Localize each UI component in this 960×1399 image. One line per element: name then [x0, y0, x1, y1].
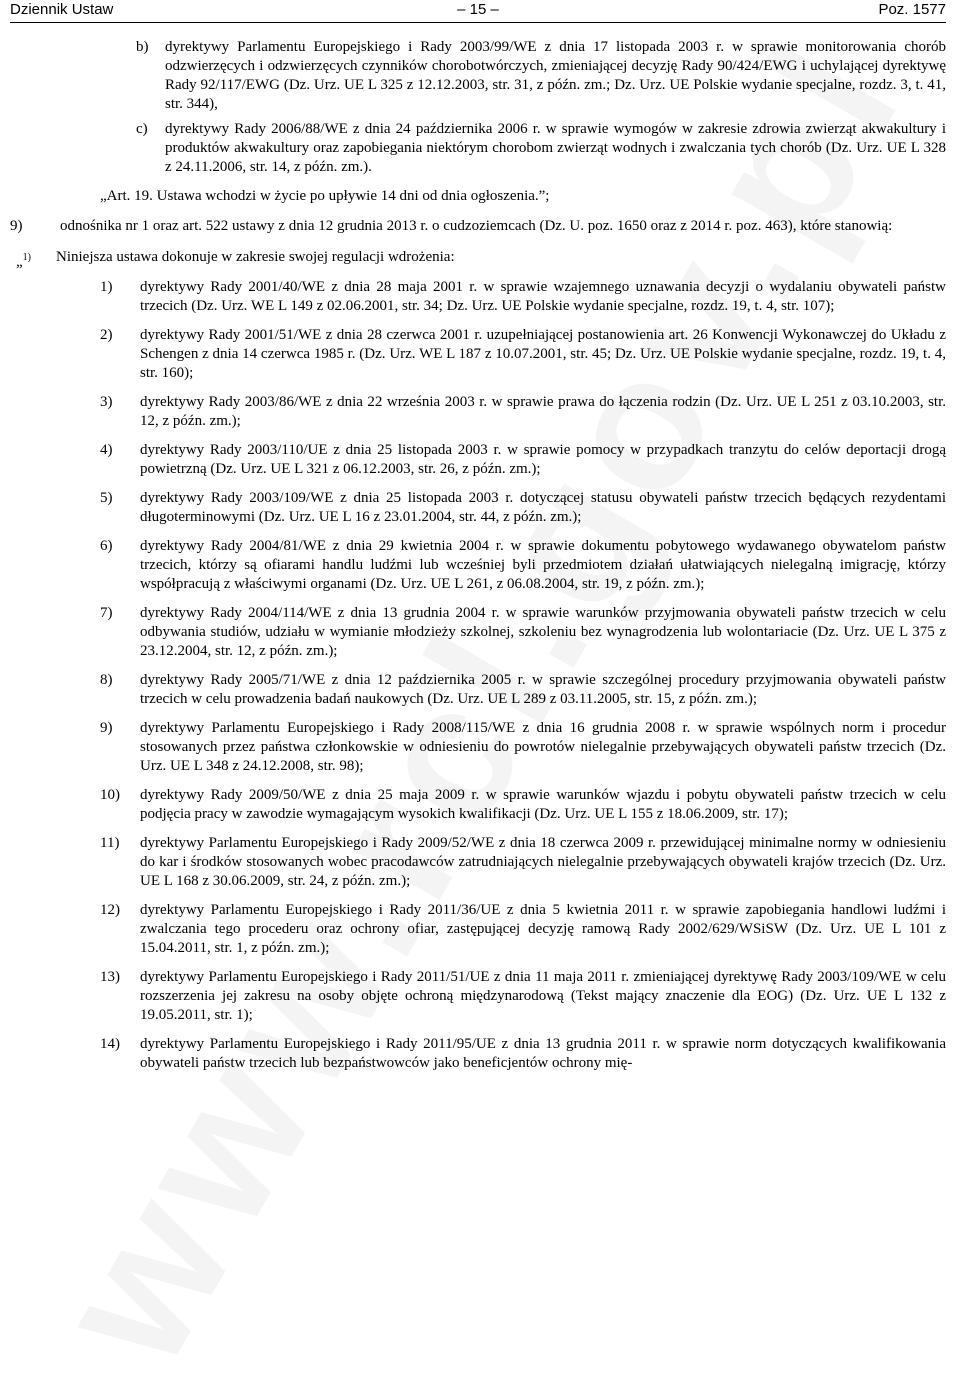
item-text: dyrektywy Rady 2009/50/WE z dnia 25 maja 2009 r. w sprawie warunków wjazdu i pobytu obywateli państw trzecich w celu podjęcia pracy w zawodzie wymagającym wysokich kwalifikacji (Dz. Urz. UE L 155 z 18.06.2009, str. 17);	[140, 787, 946, 822]
quoted-item-c	[10, 120, 946, 177]
list-item	[10, 901, 946, 958]
item-text: dyrektywy Rady 2004/81/WE z dnia 29 kwietnia 2004 r. w sprawie dokumentu pobytowego wydawanego obywatelom państw trzecich, którzy są ofiarami handlu ludźmi lub wcześniej byli przedmiotem działań ułatwiających nielegalną imigrację, którzy współpracują z właściwymi organami (Dz. Urz. UE L 261, z 06.08.2004, str. 19, z późn. zm.);	[140, 538, 946, 592]
item-marker: 2)	[100, 327, 113, 343]
footnote-intro	[16, 248, 946, 270]
footnote-ref: 1)	[22, 252, 32, 263]
item-marker: 1)	[100, 279, 113, 295]
list-item	[10, 537, 946, 594]
document-body	[10, 38, 946, 1083]
item-marker: 13)	[100, 969, 120, 985]
item-text: dyrektywy Parlamentu Europejskiego i Rady 2009/52/WE z dnia 18 czerwca 2009 r. przewidującej minimalne normy w odniesieniu do kar i środków stosowanych wobec pracodawców zatrudniających nielegalnie przebywających obywateli krajów trzecich (Dz. Urz. UE L 168 z 30.06.2009, str. 24, z późn. zm.);	[140, 835, 946, 889]
point-9	[10, 217, 946, 236]
item-text: dyrektywy Parlamentu Europejskiego i Rady 2008/115/WE z dnia 16 grudnia 2008 r. w sprawie wspólnych norm i procedur stosowanych przez państwa członkowskie w odniesieniu do powrotów nielegalnie przebywających obywateli państw trzecich (Dz. Urz. UE L 348 z 24.12.2008, str. 98);	[140, 720, 946, 774]
list-item	[10, 786, 946, 824]
item-text: dyrektywy Rady 2004/114/WE z dnia 13 grudnia 2004 r. w sprawie warunków przyjmowania obywateli państw trzecich w celu odbywania studiów, udziału w wymianie młodzieży szkolnej, szkoleniu bez wynagrodzenia lub wolontariacie (Dz. Urz. UE L 375 z 23.12.2004, str. 12, z późn. zm.);	[140, 605, 946, 659]
intro-text: Niniejsza ustawa dokonuje w zakresie swojej regulacji wdrożenia:	[56, 249, 455, 265]
item-marker: 4)	[100, 442, 113, 458]
list-item	[10, 489, 946, 527]
article-19: „Art. 19. Ustawa wchodzi w życie po upływie 14 dni od dnia ogłoszenia.”;	[100, 188, 550, 204]
list-item	[10, 278, 946, 316]
item-text: dyrektywy Rady 2006/88/WE z dnia 24 października 2006 r. w sprawie wymogów w zakresie zdrowia zwierząt akwakultury i produktów akwakultury oraz zapobiegania niektórym chorobom zwierząt wodnych i zwalczania tych chorób (Dz. Urz. UE L 328 z 24.11.2006, str. 14, z późn. zm.).	[165, 121, 946, 175]
footnote-quote	[16, 248, 31, 272]
list-item	[10, 604, 946, 661]
item-text: dyrektywy Rady 2001/51/WE z dnia 28 czerwca 2001 r. uzupełniającej postanowienia art. 26 Konwencji Wykonawczej do Układu z Schengen z dnia 14 czerwca 1985 r. (Dz. Urz. WE L 187 z 10.07.2001, str. 45; Dz. Urz. UE Polskie wydanie specjalne, rozdz. 19, t. 4, str. 160);	[140, 327, 946, 381]
item-text: dyrektywy Rady 2003/110/UE z dnia 25 listopada 2003 r. w sprawie pomocy w przypadkach tranzytu do celów deportacji drogą powietrzną (Dz. Urz. UE L 321 z 06.12.2003, str. 26, z późn. zm.);	[140, 442, 946, 477]
list-item	[10, 834, 946, 891]
item-text: dyrektywy Parlamentu Europejskiego i Rady 2011/95/UE z dnia 13 grudnia 2011 r. w sprawie norm dotyczących kwalifikowania obywateli państw trzecich lub bezpaństwowców jako beneficjentów ochrony mię-	[140, 1036, 946, 1071]
item-text: odnośnika nr 1 oraz art. 522 ustawy z dnia 12 grudnia 2013 r. o cudzoziemcach (Dz. U. poz. 1650 oraz z 2014 r. poz. 463), które stanowią:	[60, 218, 893, 234]
item-marker: 14)	[100, 1036, 120, 1052]
list-item	[10, 393, 946, 431]
journal-title: Dziennik Ustaw	[10, 1, 114, 18]
list-item	[10, 968, 946, 1025]
list-item	[10, 326, 946, 383]
item-marker: 9)	[100, 720, 113, 736]
directive-list	[10, 278, 946, 1073]
item-marker: 3)	[100, 394, 113, 410]
page-header	[10, 0, 946, 23]
item-marker: 8)	[100, 672, 113, 688]
page-number: – 15 –	[457, 1, 499, 18]
item-marker: 12)	[100, 902, 120, 918]
item-text: dyrektywy Parlamentu Europejskiego i Rady 2003/99/WE z dnia 17 listopada 2003 r. w sprawie monitorowania chorób odzwierzęcych i odzwierzęcych czynników chorobotwórczych, zmieniającej decyzję Rady 90/424/EWG i uchylającej dyrektywę Rady 92/117/EWG (Dz. Urz. UE L 325 z 12.12.2003, str. 31, z późn. zm.; Dz. Urz. UE Polskie wydanie specjalne, rozdz. 3, t. 41, str. 344),	[165, 39, 946, 112]
item-marker: 10)	[100, 787, 120, 803]
quoted-item-b	[10, 38, 946, 114]
item-marker: 5)	[100, 490, 113, 506]
item-text: dyrektywy Rady 2005/71/WE z dnia 12 października 2005 r. w sprawie szczególnej procedury przyjmowania obywateli państw trzecich w celu prowadzenia badań naukowych (Dz. Urz. UE L 289 z 03.11.2005, str. 15, z późn. zm.);	[140, 672, 946, 707]
item-marker: 9)	[10, 218, 23, 234]
item-marker: c)	[136, 121, 148, 137]
list-item	[10, 671, 946, 709]
list-item	[10, 1035, 946, 1073]
list-item	[10, 719, 946, 776]
item-text: dyrektywy Rady 2003/86/WE z dnia 22 września 2003 r. w sprawie prawa do łączenia rodzin (Dz. Urz. UE L 251 z 03.10.2003, str. 12, z późn. zm.);	[140, 394, 946, 429]
item-text: dyrektywy Parlamentu Europejskiego i Rady 2011/36/UE z dnia 5 kwietnia 2011 r. w sprawie zapobiegania handlowi ludźmi i zwalczania tego procederu oraz ochrony ofiar, zastępującej decyzję ramową Rady 2002/629/WSiSW (Dz. Urz. UE L 101 z 15.04.2011, str. 1, z późn. zm.);	[140, 902, 946, 956]
item-marker: 11)	[100, 835, 120, 851]
quote-mark: „	[16, 254, 23, 270]
item-marker: 7)	[100, 605, 113, 621]
list-item	[10, 441, 946, 479]
item-marker: b)	[136, 39, 149, 55]
item-text: dyrektywy Parlamentu Europejskiego i Rady 2011/51/UE z dnia 11 maja 2011 r. zmieniającej dyrektywę Rady 2003/109/WE w celu rozszerzenia jej zakresu na osoby objęte ochroną międzynarodową (Tekst mający znaczenie dla EOG) (Dz. Urz. UE L 132 z 19.05.2011, str. 1);	[140, 969, 946, 1023]
item-text: dyrektywy Rady 2001/40/WE z dnia 28 maja 2001 r. w sprawie wzajemnego uznawania decyzji o wydalaniu obywateli państw trzecich (Dz. Urz. WE L 149 z 02.06.2001, str. 34; Dz. Urz. UE Polskie wydanie specjalne, rozdz. 19, t. 4, str. 107);	[140, 279, 946, 314]
position-number: Poz. 1577	[878, 1, 946, 18]
item-marker: 6)	[100, 538, 113, 554]
item-text: dyrektywy Rady 2003/109/WE z dnia 25 listopada 2003 r. dotyczącej statusu obywateli państw trzecich będących rezydentami długoterminowymi (Dz. Urz. UE L 16 z 23.01.2004, str. 44, z późn. zm.);	[140, 490, 946, 525]
